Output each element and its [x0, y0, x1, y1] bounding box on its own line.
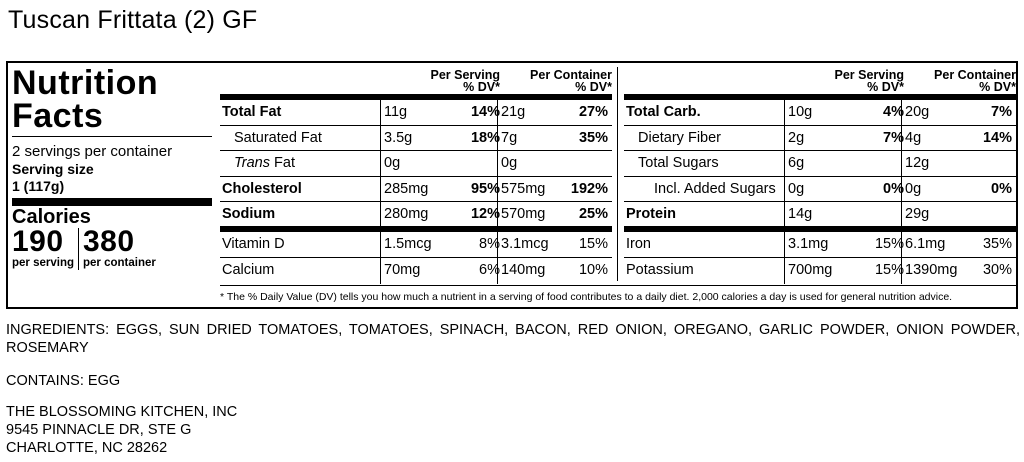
dv-per-serving: 95%	[470, 180, 500, 197]
address-line: 9545 PINNACLE DR, STE G	[6, 422, 192, 438]
amount-per-serving: 10g	[788, 104, 813, 120]
nutrient-row	[624, 126, 1016, 152]
amount-per-serving: 14g	[788, 206, 813, 222]
cell-divider	[784, 100, 785, 126]
nutrient-row	[220, 202, 612, 232]
amount-per-container: 4g	[905, 129, 922, 146]
amount-per-serving: 2g	[788, 129, 805, 146]
cell-divider	[380, 202, 381, 232]
nutrient-row	[220, 258, 612, 284]
column-divider	[617, 67, 618, 281]
calories-per-container: 380	[83, 225, 135, 258]
amount-per-serving: 0g	[384, 155, 401, 171]
dv-per-container: 0%	[991, 180, 1012, 197]
nutrient-name: Iron	[626, 236, 651, 252]
amount-per-serving: 11g	[384, 104, 408, 120]
cell-divider	[901, 202, 902, 232]
amount-per-serving: 70mg	[384, 261, 421, 278]
dv-per-serving: 18%	[470, 129, 500, 146]
nutrient-name: Vitamin D	[222, 236, 285, 252]
column-headers	[624, 67, 1016, 94]
amount-per-container: 575mg	[501, 180, 546, 197]
dv-per-container: 35%	[578, 129, 608, 146]
header-per-serving: Per Serving % DV*	[430, 68, 500, 94]
manufacturer-address	[6, 403, 237, 457]
nutrient-row	[220, 151, 612, 177]
amount-per-serving: 3.1mg	[788, 236, 829, 252]
nutrient-name: Dietary Fiber	[638, 129, 721, 146]
dv-per-container: 35%	[982, 236, 1012, 252]
cell-divider	[901, 151, 902, 177]
calories-per-serving: 190	[12, 225, 64, 258]
cell-divider	[380, 232, 381, 258]
amount-per-container: 3.1mcg	[501, 236, 549, 252]
amount-per-container: 29g	[905, 206, 930, 222]
nutrient-row	[220, 100, 612, 126]
amount-per-container: 21g	[501, 104, 526, 120]
column-headers	[220, 67, 612, 94]
nutrient-row	[220, 126, 612, 152]
amount-per-container: 0g	[905, 180, 922, 197]
dv-per-container: 30%	[982, 261, 1012, 278]
nutrient-name: Incl. Added Sugars	[654, 180, 776, 197]
header-per-container: Per Container % DV*	[530, 68, 612, 94]
cell-divider	[784, 126, 785, 152]
amount-per-serving: 6g	[788, 155, 805, 171]
dv-per-serving: 7%	[883, 129, 904, 146]
nutrient-row	[624, 100, 1016, 126]
nutrient-row	[220, 177, 612, 203]
dv-per-container: 10%	[578, 261, 608, 278]
amount-per-container: 20g	[905, 104, 930, 120]
serving-size-value: 1 (117g)	[12, 178, 65, 194]
dv-per-container: 7%	[991, 104, 1012, 120]
calories-serving-col	[12, 225, 78, 270]
amount-per-serving: 0g	[788, 180, 805, 197]
amount-per-container: 1390mg	[905, 261, 958, 278]
nutrient-name: Total Carb.	[626, 104, 701, 120]
cell-divider	[380, 151, 381, 177]
allergen-statement: CONTAINS: EGG	[6, 373, 121, 389]
nutrient-name: Potassium	[626, 261, 694, 278]
nutrient-row	[624, 151, 1016, 177]
amount-per-serving: 1.5mcg	[384, 236, 432, 252]
dv-per-serving: 6%	[479, 261, 500, 278]
cell-divider	[784, 258, 785, 285]
dv-per-container: 15%	[578, 236, 608, 252]
dv-per-serving: 15%	[874, 236, 904, 252]
dv-per-serving: 0%	[883, 180, 904, 197]
dv-per-serving: 8%	[479, 236, 500, 252]
nutrient-name: Total Fat	[222, 104, 282, 120]
dv-per-container: 25%	[578, 206, 608, 222]
dv-per-container: 192%	[570, 180, 608, 197]
amount-per-container: 7g	[501, 129, 518, 146]
calories-label: Calories	[12, 206, 91, 228]
divider	[12, 136, 212, 137]
cell-divider	[380, 126, 381, 152]
dv-per-container: 27%	[578, 104, 608, 120]
nutrient-group-left	[220, 67, 612, 283]
dv-per-serving: 14%	[470, 104, 500, 120]
amount-per-container: 570mg	[501, 206, 546, 222]
cell-divider	[784, 151, 785, 177]
dv-per-serving: 15%	[874, 261, 904, 278]
amount-per-container: 140mg	[501, 261, 546, 278]
nutrient-row	[624, 177, 1016, 203]
amount-per-container: 0g	[501, 155, 518, 171]
nutrient-row	[624, 232, 1016, 258]
cell-divider	[380, 177, 381, 203]
nutrient-name: Saturated Fat	[234, 129, 322, 146]
nutrient-name: Sodium	[222, 206, 276, 222]
calories-row	[12, 225, 212, 270]
nutrient-group-right	[624, 67, 1016, 283]
dv-per-serving: 12%	[470, 206, 500, 222]
amount-per-container: 6.1mg	[905, 236, 946, 252]
nutrient-row	[624, 258, 1016, 284]
cell-divider	[380, 100, 381, 126]
nutrient-row	[220, 232, 612, 258]
nutrient-name: Protein	[626, 206, 676, 222]
address-line: THE BLOSSOMING KITCHEN, INC	[6, 404, 238, 420]
nutrient-name: Cholesterol	[222, 180, 302, 197]
label-summary	[12, 64, 212, 270]
amount-per-serving: 3.5g	[384, 129, 413, 146]
nutrient-name: Total Sugars	[638, 155, 719, 171]
calories-container-col	[78, 225, 160, 270]
nutrition-facts-label	[6, 61, 1018, 309]
address-line: CHARLOTTE, NC 28262	[6, 440, 168, 456]
cell-divider	[784, 232, 785, 258]
cell-divider	[380, 258, 381, 285]
product-title: Tuscan Frittata (2) GF	[8, 6, 258, 34]
header-per-serving: Per Serving % DV*	[834, 68, 904, 94]
serving-size-label: Serving size	[12, 161, 94, 177]
amount-per-container: 12g	[905, 155, 930, 171]
ingredients-list: INGREDIENTS: EGGS, SUN DRIED TOMATOES, TOMATOES, SPINACH, BACON, RED ONION, OREGANO, GARLIC POWDER, ONION POWDER, ROSEMARY	[6, 322, 1020, 356]
servings-per-container: 2 servings per container	[12, 143, 173, 160]
per-container-label: per container	[83, 257, 156, 269]
header-per-container: Per Container % DV*	[934, 68, 1016, 94]
amount-per-serving: 700mg	[788, 261, 833, 278]
nutrient-row	[624, 202, 1016, 232]
nutrition-facts-heading: Nutrition Facts	[12, 64, 159, 135]
dv-per-container: 14%	[982, 129, 1012, 146]
amount-per-serving: 285mg	[384, 180, 429, 197]
nutrient-name: Trans Fat	[234, 155, 295, 171]
cell-divider	[497, 151, 498, 177]
dv-per-serving: 4%	[883, 104, 904, 120]
nutrient-name: Calcium	[222, 261, 275, 278]
cell-divider	[784, 177, 785, 203]
per-serving-label: per serving	[12, 257, 74, 269]
daily-value-footnote: * The % Daily Value (DV) tells you how much a nutrient in a serving of food contributes to a daily diet. 2,000 calories a day is used for general nutrition advice.	[220, 285, 1016, 304]
cell-divider	[784, 202, 785, 232]
amount-per-serving: 280mg	[384, 206, 429, 222]
divider-heavy	[12, 198, 212, 206]
